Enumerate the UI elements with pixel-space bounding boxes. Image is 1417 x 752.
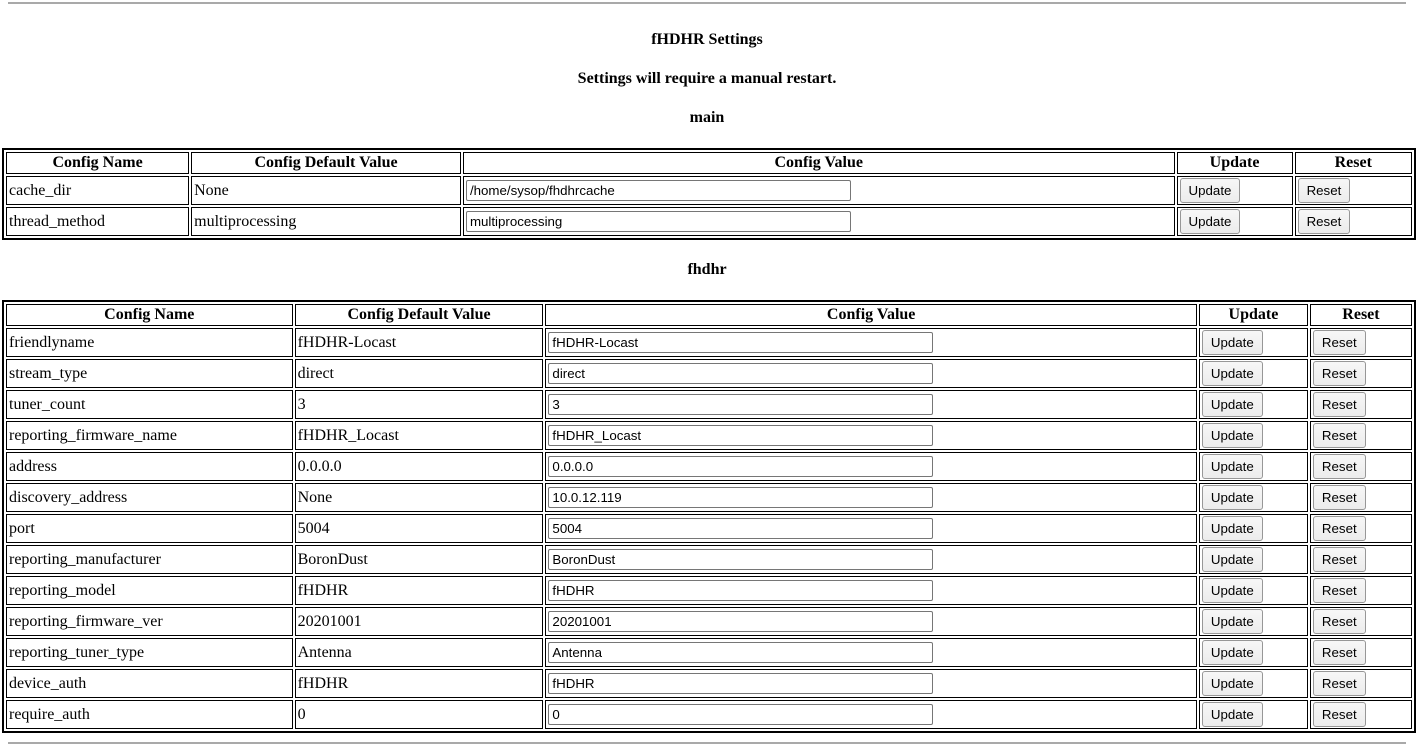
update-button[interactable]: Update [1180, 209, 1241, 234]
col-header-update: Update [1199, 304, 1308, 326]
update-cell [1199, 700, 1308, 729]
update-button[interactable]: Update [1202, 547, 1263, 572]
config-value-cell [545, 514, 1196, 543]
reset-button[interactable]: Reset [1313, 423, 1366, 448]
config-default-value-cell: 0.0.0.0 [295, 452, 544, 481]
reset-cell [1310, 328, 1412, 357]
config-default-value-cell: 5004 [295, 514, 544, 543]
col-header-reset: Reset [1310, 304, 1412, 326]
config-value-input[interactable] [548, 456, 933, 477]
update-button[interactable]: Update [1202, 516, 1263, 541]
config-default-value-cell: 3 [295, 390, 544, 419]
config-value-cell [545, 483, 1196, 512]
update-button[interactable]: Update [1202, 361, 1263, 386]
config-name-cell: reporting_model [6, 576, 293, 605]
config-name-cell: address [6, 452, 293, 481]
config-row [6, 452, 1412, 481]
config-row [6, 638, 1412, 667]
header-row [6, 304, 1412, 326]
config-default-value-cell: 0 [295, 700, 544, 729]
config-name-cell: tuner_count [6, 390, 293, 419]
update-button[interactable]: Update [1202, 392, 1263, 417]
reset-cell [1310, 576, 1412, 605]
config-row [6, 328, 1412, 357]
config-value-input[interactable] [548, 425, 933, 446]
config-value-cell [545, 638, 1196, 667]
reset-cell [1310, 359, 1412, 388]
config-name-cell: friendlyname [6, 328, 293, 357]
config-default-value-cell: Antenna [295, 638, 544, 667]
col-header-config-value: Config Value [463, 152, 1175, 174]
config-name-cell: reporting_firmware_ver [6, 607, 293, 636]
reset-button[interactable]: Reset [1313, 547, 1366, 572]
reset-cell [1310, 700, 1412, 729]
config-value-cell [463, 176, 1175, 205]
update-button[interactable]: Update [1202, 454, 1263, 479]
reset-cell [1310, 669, 1412, 698]
update-cell [1177, 176, 1293, 205]
reset-cell [1310, 483, 1412, 512]
update-cell [1199, 359, 1308, 388]
update-button[interactable]: Update [1202, 330, 1263, 355]
update-cell [1199, 638, 1308, 667]
config-name-cell: device_auth [6, 669, 293, 698]
update-button[interactable]: Update [1202, 485, 1263, 510]
config-name-cell: reporting_firmware_name [6, 421, 293, 450]
config-name-cell: require_auth [6, 700, 293, 729]
config-value-input[interactable] [548, 363, 933, 384]
bottom-divider [8, 742, 1406, 744]
update-cell [1199, 421, 1308, 450]
col-header-config-default-value: Config Default Value [295, 304, 544, 326]
config-table-main [2, 148, 1416, 240]
section-fhdhr [2, 261, 1412, 733]
reset-cell [1310, 545, 1412, 574]
config-value-input[interactable] [548, 487, 933, 508]
config-row [6, 359, 1412, 388]
config-value-input[interactable] [548, 642, 933, 663]
config-row [6, 700, 1412, 729]
config-value-input[interactable] [548, 394, 933, 415]
reset-cell [1295, 176, 1412, 205]
header-row [6, 152, 1412, 174]
config-value-input[interactable] [466, 180, 851, 201]
config-value-cell [545, 669, 1196, 698]
config-value-cell [545, 700, 1196, 729]
reset-cell [1310, 421, 1412, 450]
config-name-cell: cache_dir [6, 176, 189, 205]
page-title: fHDHR Settings [651, 31, 763, 48]
config-name-cell: discovery_address [6, 483, 293, 512]
reset-button[interactable]: Reset [1298, 209, 1351, 234]
config-row [6, 514, 1412, 543]
config-row [6, 669, 1412, 698]
update-cell [1199, 514, 1308, 543]
update-button[interactable]: Update [1202, 609, 1263, 634]
config-value-cell [545, 607, 1196, 636]
config-default-value-cell: fHDHR-Locast [295, 328, 544, 357]
update-button[interactable]: Update [1180, 178, 1241, 203]
config-value-input[interactable] [548, 580, 933, 601]
config-row [6, 483, 1412, 512]
config-row [6, 421, 1412, 450]
reset-cell [1295, 207, 1412, 236]
update-button[interactable]: Update [1202, 423, 1263, 448]
config-value-cell [545, 390, 1196, 419]
reset-button[interactable]: Reset [1313, 609, 1366, 634]
col-header-config-name: Config Name [6, 152, 189, 174]
config-value-input[interactable] [548, 518, 933, 539]
config-value-input[interactable] [548, 704, 933, 725]
config-row [6, 576, 1412, 605]
update-button[interactable]: Update [1202, 578, 1263, 603]
page-subtitle: Settings will require a manual restart. [577, 70, 837, 87]
config-value-cell [545, 421, 1196, 450]
col-header-update: Update [1177, 152, 1293, 174]
config-default-value-cell: 20201001 [295, 607, 544, 636]
update-button[interactable]: Update [1202, 702, 1263, 727]
reset-cell [1310, 452, 1412, 481]
update-cell [1199, 328, 1308, 357]
update-cell [1199, 576, 1308, 605]
config-value-cell [545, 576, 1196, 605]
config-row [6, 390, 1412, 419]
config-default-value-cell: fHDHR [295, 669, 544, 698]
config-value-input[interactable] [548, 549, 933, 570]
config-name-cell: thread_method [6, 207, 189, 236]
config-value-cell [545, 328, 1196, 357]
config-value-cell [545, 359, 1196, 388]
config-value-input[interactable] [548, 611, 933, 632]
config-name-cell: reporting_tuner_type [6, 638, 293, 667]
col-header-config-value: Config Value [545, 304, 1196, 326]
update-cell [1199, 545, 1308, 574]
config-name-cell: stream_type [6, 359, 293, 388]
update-button[interactable]: Update [1202, 640, 1263, 665]
config-row [6, 176, 1412, 205]
top-divider [8, 2, 1406, 4]
reset-cell [1310, 514, 1412, 543]
update-cell [1199, 390, 1308, 419]
update-cell [1177, 207, 1293, 236]
config-default-value-cell: None [191, 176, 461, 205]
config-default-value-cell: None [295, 483, 544, 512]
config-row [6, 207, 1412, 236]
config-row [6, 607, 1412, 636]
config-value-cell [545, 545, 1196, 574]
config-default-value-cell: direct [295, 359, 544, 388]
update-cell [1199, 669, 1308, 698]
config-value-input[interactable] [466, 211, 851, 232]
config-name-cell: port [6, 514, 293, 543]
section-main [2, 109, 1412, 240]
reset-button[interactable]: Reset [1313, 361, 1366, 386]
reset-button[interactable]: Reset [1313, 330, 1366, 355]
update-cell [1199, 483, 1308, 512]
col-header-reset: Reset [1295, 152, 1412, 174]
config-default-value-cell: BoronDust [295, 545, 544, 574]
update-cell [1199, 452, 1308, 481]
config-row [6, 545, 1412, 574]
config-value-input[interactable] [548, 332, 933, 353]
reset-cell [1310, 638, 1412, 667]
reset-button[interactable]: Reset [1313, 578, 1366, 603]
section-heading-fhdhr: fhdhr [687, 261, 727, 278]
reset-button[interactable]: Reset [1313, 640, 1366, 665]
config-name-cell: reporting_manufacturer [6, 545, 293, 574]
config-value-cell [545, 452, 1196, 481]
col-header-config-default-value: Config Default Value [191, 152, 461, 174]
reset-button[interactable]: Reset [1313, 671, 1366, 696]
section-heading-main: main [689, 109, 725, 126]
reset-button[interactable]: Reset [1313, 485, 1366, 510]
reset-cell [1310, 390, 1412, 419]
config-value-cell [463, 207, 1175, 236]
config-default-value-cell: multiprocessing [191, 207, 461, 236]
config-table-fhdhr [2, 300, 1416, 733]
reset-button[interactable]: Reset [1313, 516, 1366, 541]
config-default-value-cell: fHDHR_Locast [295, 421, 544, 450]
config-value-input[interactable] [548, 673, 933, 694]
reset-button[interactable]: Reset [1313, 454, 1366, 479]
reset-button[interactable]: Reset [1298, 178, 1351, 203]
update-button[interactable]: Update [1202, 671, 1263, 696]
reset-button[interactable]: Reset [1313, 702, 1366, 727]
config-default-value-cell: fHDHR [295, 576, 544, 605]
reset-button[interactable]: Reset [1313, 392, 1366, 417]
update-cell [1199, 607, 1308, 636]
col-header-config-name: Config Name [6, 304, 293, 326]
reset-cell [1310, 607, 1412, 636]
